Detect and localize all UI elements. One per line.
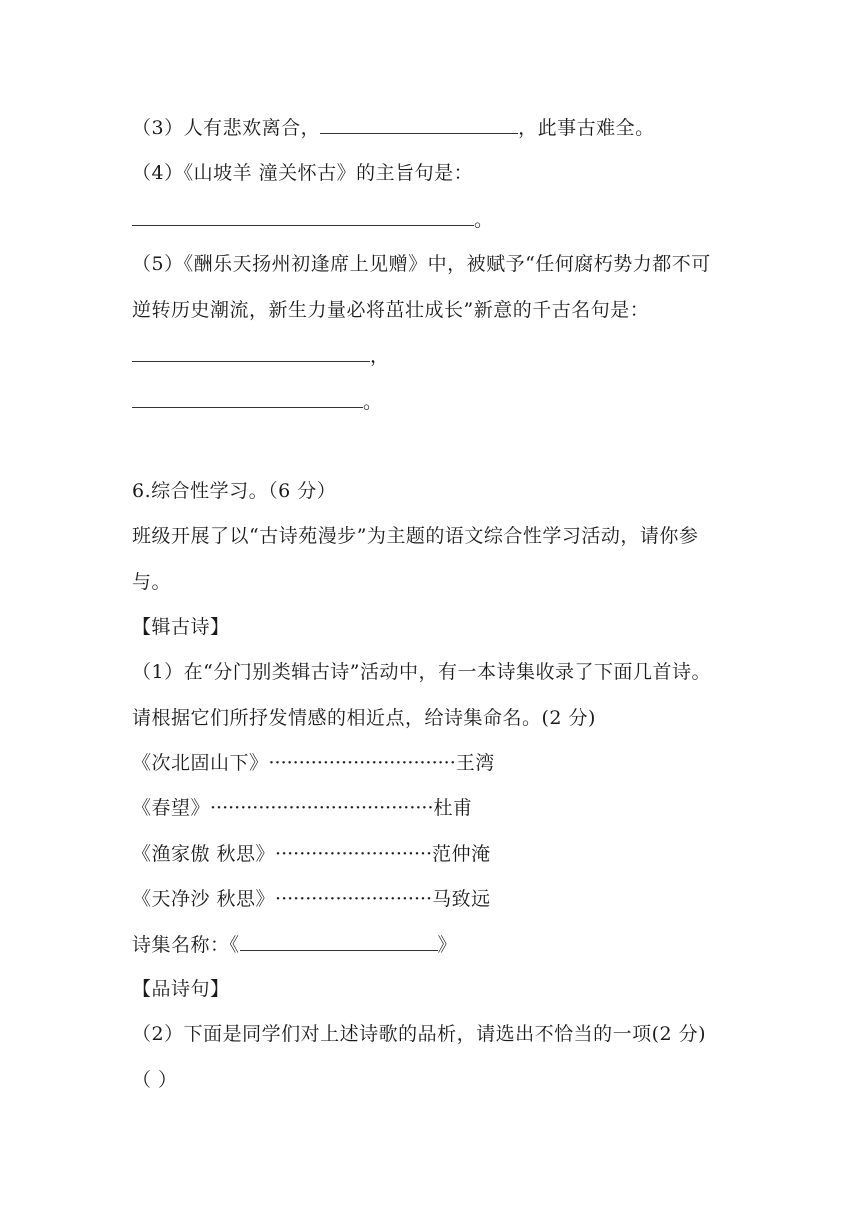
collection-name-row xyxy=(132,932,457,957)
poem-author: 马致远 xyxy=(432,888,491,910)
collection-name-blank[interactable] xyxy=(240,932,438,951)
q5-item4: （4）《山坡羊 潼关怀古》的主旨句是： xyxy=(132,162,474,184)
q5-item5-line2: 逆转历史潮流，新生力量必将茁壮成长”新意的千古名句是： xyxy=(132,299,650,321)
q6-intro-line1: 班级开展了以“古诗苑漫步”为主题的语文综合性学习活动，请你参 xyxy=(132,525,699,547)
q5-item3-blank[interactable] xyxy=(320,115,518,134)
q5-item5-blank2-end: 。 xyxy=(363,391,383,413)
poem-title: 《渔家傲 秋思》 xyxy=(132,843,276,865)
poem-title: 《天净沙 秋思》 xyxy=(132,888,276,910)
q5-item5-line1: （5）《酬乐天扬州初逢席上见赠》中，被赋予“任何腐朽势力都不可 xyxy=(132,253,711,275)
poem-entry xyxy=(132,751,495,775)
q6-heading: 6.综合性学习。（6 分） xyxy=(132,480,337,502)
q6-sub1-line1: （1）在“分门别类辑古诗”活动中，有一本诗集收录了下面几首诗。 xyxy=(132,661,712,683)
collection-end: 》 xyxy=(437,934,458,956)
leader-dots: ····································· xyxy=(210,797,434,819)
poem-author: 王湾 xyxy=(455,752,495,774)
q5-item5-blank1[interactable] xyxy=(132,343,370,362)
q5-item3 xyxy=(132,115,655,140)
q5-item4-answer xyxy=(132,207,494,232)
collection-label: 诗集名称：《 xyxy=(132,934,240,956)
q6-sub1-line2: 请根据它们所抒发情感的相近点，给诗集命名。(2 分) xyxy=(132,707,596,729)
poem-title: 《次北固山下》 xyxy=(132,752,269,774)
q5-item3-prefix: （3）人有悲欢离合， xyxy=(132,117,321,139)
poem-entry xyxy=(132,796,473,820)
poem-entry xyxy=(132,887,491,911)
leader-dots: ·························· xyxy=(275,843,433,865)
q5-item4-end: 。 xyxy=(474,209,494,231)
q5-item5-blank1-end: ， xyxy=(370,345,390,367)
q5-item5-blank2[interactable] xyxy=(132,389,363,408)
leader-dots: ······························· xyxy=(268,752,456,774)
q5-item3-suffix: ，此事古难全。 xyxy=(518,117,655,139)
section-heading-appreciate: 【品诗句】 xyxy=(132,978,230,1000)
q6-sub2-line1: （2）下面是同学们对上述诗歌的品析，请选出不恰当的一项(2 分) xyxy=(132,1023,707,1045)
q5-item5-answer1 xyxy=(132,343,390,368)
answer-parentheses[interactable]: （ ） xyxy=(132,1069,178,1091)
q5-item4-blank[interactable] xyxy=(132,207,474,226)
poem-author: 范仲淹 xyxy=(432,843,491,865)
section-heading-collect: 【辑古诗】 xyxy=(132,616,230,638)
q6-intro-line2: 与。 xyxy=(132,571,172,593)
q5-item5-answer2 xyxy=(132,389,383,414)
poem-title: 《春望》 xyxy=(132,797,211,819)
leader-dots: ·························· xyxy=(275,888,433,910)
poem-author: 杜甫 xyxy=(433,797,473,819)
poem-entry xyxy=(132,842,491,866)
